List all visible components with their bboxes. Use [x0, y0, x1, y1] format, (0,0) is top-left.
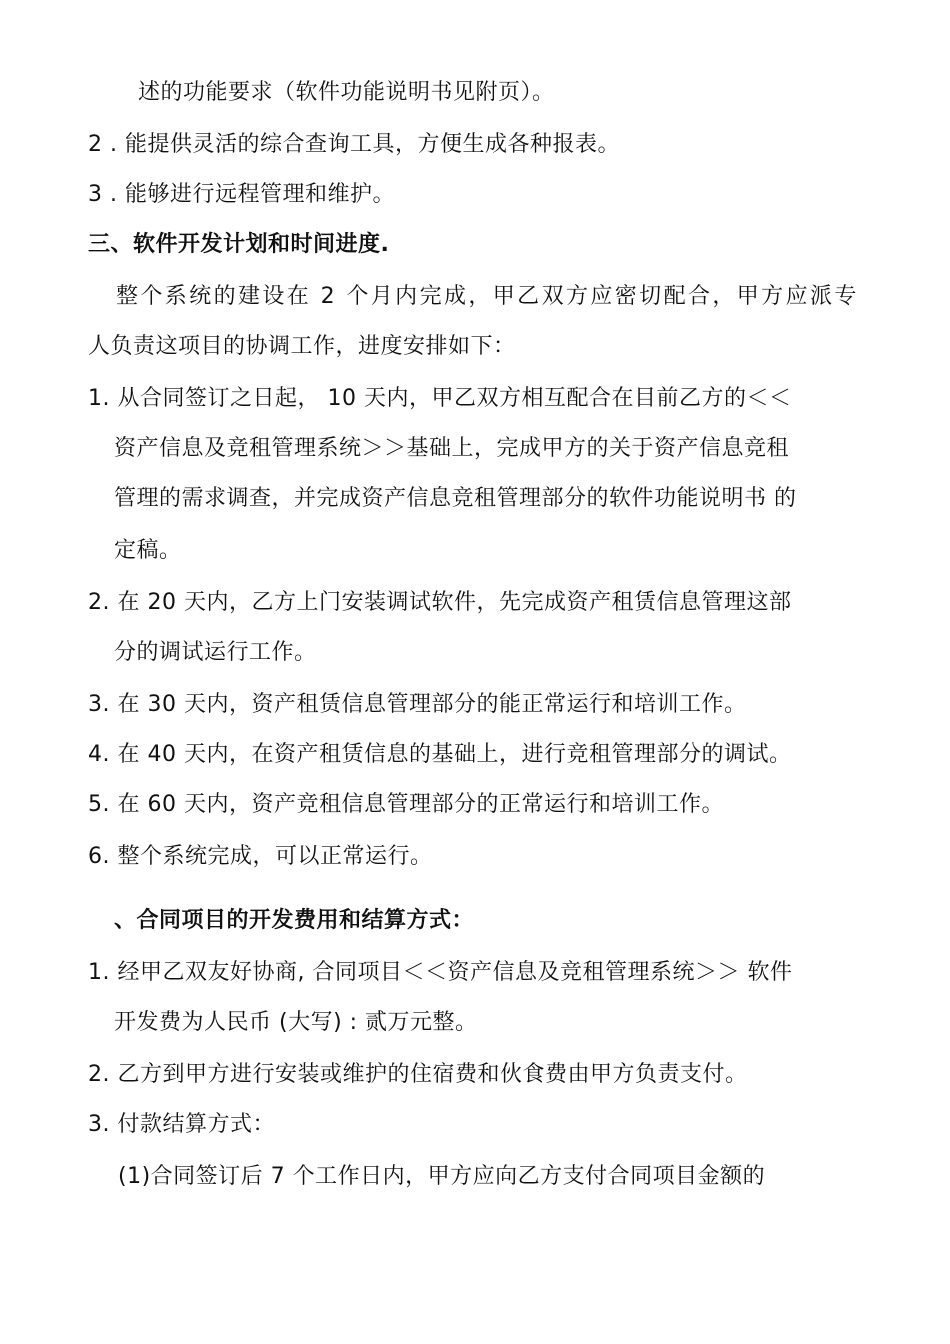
fee-item-3: 3. 付款结算方式：: [88, 1112, 275, 1137]
fee-item-1: 1. 经甲乙双友好协商, 合同项目＜＜资产信息及竞租管理系统＞＞ 软件: [88, 960, 793, 985]
list-item-2-cont: 分的调试运行工作。: [114, 640, 317, 665]
fee-item-1-cont: 开发费为人民币 (大写) : 贰万元整。: [114, 1010, 478, 1035]
text-line-6: 人负责这项目的协调工作，进度安排如下：: [88, 334, 516, 359]
list-item-1-cont-1: 资产信息及竞租管理系统＞＞基础上，完成甲方的关于资产信息竞租: [114, 436, 790, 461]
list-item-5: 5. 在 60 天内，资产竞租信息管理部分的正常运行和培训工作。: [88, 792, 724, 817]
list-item-1-cont-2: 管理的需求调查，并完成资产信息竞租管理部分的软件功能说明书 的: [114, 486, 797, 511]
section-heading-4: 、合同项目的开发费用和结算方式：: [114, 908, 475, 933]
list-item-1-cont-3: 定稿。: [114, 538, 182, 563]
payment-sub-item-1: (1)合同签订后 7 个工作日内，甲方应向乙方支付合同项目金额的: [118, 1164, 766, 1189]
list-item-4: 4. 在 40 天内，在资产租赁信息的基础上，进行竞租管理部分的调试。: [88, 742, 792, 767]
text-line-2: 2 . 能提供灵活的综合查询工具，方便生成各种报表。: [88, 132, 620, 157]
list-item-3: 3. 在 30 天内，资产租赁信息管理部分的能正常运行和培训工作。: [88, 692, 747, 717]
section-heading-3: 三、软件开发计划和时间进度.: [88, 232, 390, 257]
list-item-2: 2. 在 20 天内，乙方上门安装调试软件，先完成资产租赁信息管理这部: [88, 590, 792, 615]
list-item-6: 6. 整个系统完成，可以正常运行。: [88, 844, 433, 869]
text-line-5: 整个系统的建设在 2 个月内完成，甲乙双方应密切配合，甲方应派专: [116, 284, 859, 309]
text-line-1: 述的功能要求（软件功能说明书见附页）。: [138, 80, 555, 105]
fee-item-2: 2. 乙方到甲方进行安装或维护的住宿费和伙食费由甲方负责支付。: [88, 1062, 748, 1087]
text-line-3: 3 . 能够进行远程管理和维护。: [88, 182, 395, 207]
list-item-1: 1. 从合同签订之日起， 10 天内，甲乙双方相互配合在目前乙方的＜＜: [88, 386, 792, 411]
